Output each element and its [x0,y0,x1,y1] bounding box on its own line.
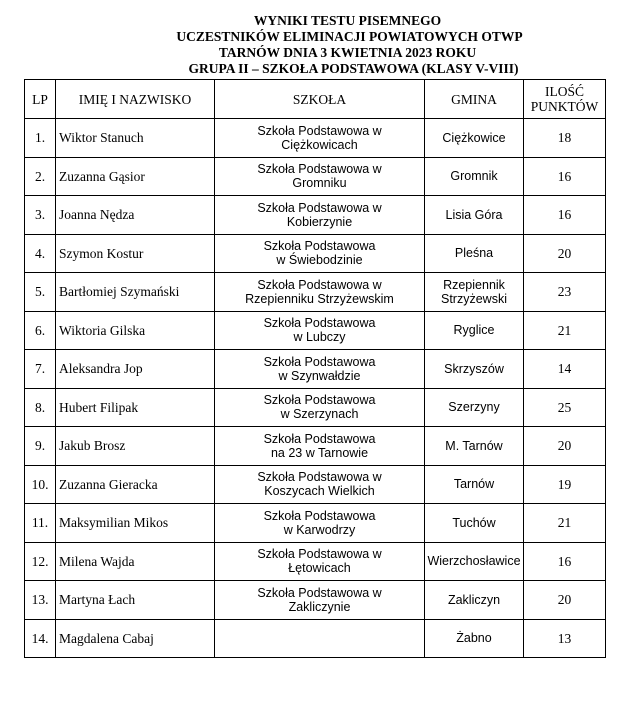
cell-gmina-text: Gromnik [450,169,498,184]
cell-name [56,542,215,581]
cell-gmina-text: Wierzchosławice [427,554,521,569]
cell-lp [25,234,56,273]
cell-lp-text: 5. [34,284,46,300]
cell-school-text: Szkoła Podstawowa w [257,470,382,485]
cell-lp-text: 13. [31,592,49,608]
cell-points-text: 25 [557,399,572,415]
cell-gmina-text: Tuchów [452,515,496,530]
cell-points [524,273,606,312]
table-row [25,619,606,658]
cell-gmina [425,619,524,658]
cell-name-text: Milena Wajda [59,553,135,569]
cell-lp-text: 2. [34,168,46,184]
cell-name-text: Joanna Nędza [59,207,135,223]
column-header-gmina: GMINA [425,80,524,119]
cell-school-text: Kobierzynie [286,214,353,229]
cell-name [56,581,215,620]
cell-name-text: Aleksandra Jop [59,361,143,377]
cell-lp [25,311,56,350]
cell-gmina-text: Strzyżewski [441,291,507,306]
cell-school-text: Szkoła Podstawowa [263,239,376,254]
cell-points-text: 23 [557,284,572,300]
cell-name-text: Hubert Filipak [59,399,139,415]
cell-school [215,234,425,273]
cell-lp [25,427,56,466]
cell-school [215,619,425,658]
cell-lp-text: 9. [34,438,46,454]
cell-school [215,311,425,350]
cell-points [524,388,606,427]
cell-lp [25,581,56,620]
cell-school-text: Gromniku [292,176,347,191]
heading-line-1: WYNIKI TESTU PISEMNEGO [253,13,442,28]
cell-lp [25,119,56,158]
cell-gmina [425,311,524,350]
cell-name [56,157,215,196]
cell-name [56,350,215,389]
cell-gmina [425,157,524,196]
cell-school-text: Szkoła Podstawowa w [257,277,382,292]
cell-name-text: Zuzanna Gąsior [59,168,145,184]
cell-school-text: Zakliczynie [288,599,351,614]
cell-lp [25,504,56,543]
cell-gmina [425,388,524,427]
cell-points [524,619,606,658]
cell-name-text: Martyna Łach [59,592,136,608]
table-row [25,196,606,235]
cell-gmina-text: Ryglice [453,323,495,338]
cell-lp [25,465,56,504]
table-row [25,542,606,581]
cell-lp-text: 1. [34,130,46,146]
column-header-points [524,80,606,119]
cell-lp-text: 12. [31,553,49,569]
table-header-row [25,80,606,119]
cell-school-text: Szkoła Podstawowa [263,508,376,523]
cell-lp-text: 10. [31,476,49,492]
cell-lp [25,619,56,658]
table-row [25,427,606,466]
cell-school [215,504,425,543]
table-row [25,388,606,427]
cell-lp [25,542,56,581]
cell-school-text: Rzepienniku Strzyżewskim [245,291,394,306]
cell-lp [25,273,56,312]
cell-school-text: na 23 w Tarnowie [270,445,369,460]
cell-points [524,581,606,620]
cell-gmina [425,273,524,312]
cell-points [524,234,606,273]
cell-name-text: Szymon Kostur [59,245,144,261]
cell-name-text: Magdalena Cabaj [59,630,154,646]
cell-school [215,273,425,312]
cell-points-text: 16 [557,207,572,223]
cell-school-text: Szkoła Podstawowa [263,354,376,369]
cell-lp-text: 6. [34,322,46,338]
results-table [24,79,606,658]
cell-name [56,619,215,658]
cell-school-text: Koszycach Wielkich [264,484,375,499]
cell-points-text: 16 [557,168,572,184]
document-heading [0,13,635,77]
cell-points [524,311,606,350]
heading-line-3: TARNÓW DNIA 3 KWIETNIA 2023 ROKU [218,45,477,60]
cell-points-text: 20 [557,592,572,608]
cell-name [56,273,215,312]
cell-name-text: Wiktor Stanuch [59,130,144,146]
cell-name-text: Jakub Brosz [59,438,126,454]
cell-school [215,119,425,158]
cell-school [215,581,425,620]
cell-name [56,119,215,158]
cell-gmina-text: Żabno [456,631,492,646]
cell-name [56,196,215,235]
cell-lp-text: 3. [34,207,46,223]
cell-school [215,157,425,196]
cell-gmina [425,119,524,158]
table-row [25,504,606,543]
cell-school [215,196,425,235]
table-row [25,350,606,389]
cell-gmina [425,504,524,543]
cell-name-text: Bartłomiej Szymański [59,284,180,300]
table-row [25,119,606,158]
table-row [25,311,606,350]
cell-school-text: Szkoła Podstawowa [263,316,376,331]
cell-points-text: 20 [557,438,572,454]
cell-gmina [425,581,524,620]
heading-line-4: GRUPA II – SZKOŁA PODSTAWOWA (KLASY V-VIII) [188,61,519,76]
cell-points [524,504,606,543]
column-header-school: SZKOŁA [215,80,425,119]
column-header-points-line-1: ILOŚĆ [544,84,584,99]
cell-name-text: Maksymilian Mikos [59,515,169,531]
cell-school-text: Szkoła Podstawowa w [257,123,382,138]
cell-school-text: Szkoła Podstawowa [263,431,376,446]
cell-name-text: Wiktoria Gilska [59,322,146,338]
cell-school-text: w Lubczy [293,330,346,345]
cell-gmina [425,196,524,235]
cell-lp [25,350,56,389]
cell-gmina-text: Skrzyszów [444,361,504,376]
column-header-lp: LP [25,80,56,119]
cell-points-text: 13 [557,630,572,646]
cell-lp-text: 14. [31,630,49,646]
cell-name [56,504,215,543]
cell-gmina-text: Tarnów [453,477,495,492]
cell-gmina [425,542,524,581]
cell-school [215,427,425,466]
table-row [25,157,606,196]
cell-lp-text: 11. [31,515,49,531]
cell-school-text: Szkoła Podstawowa w [257,585,382,600]
cell-points [524,196,606,235]
cell-points-text: 20 [557,245,572,261]
cell-name [56,388,215,427]
cell-points [524,542,606,581]
cell-points-text: 19 [557,476,572,492]
cell-lp [25,196,56,235]
cell-name [56,311,215,350]
table-row [25,234,606,273]
cell-points-text: 16 [557,553,572,569]
cell-name [56,465,215,504]
cell-gmina [425,427,524,466]
cell-lp [25,157,56,196]
table-row [25,581,606,620]
cell-points-text: 21 [557,322,572,338]
cell-points-text: 21 [557,515,572,531]
cell-school-text: Szkoła Podstawowa w [257,162,382,177]
cell-lp-text: 4. [34,245,46,261]
cell-gmina-text: Szerzyny [448,400,500,415]
table-row [25,273,606,312]
cell-school-text: Szkoła Podstawowa [263,393,376,408]
cell-school-text: Ciężkowicach [281,137,358,152]
cell-lp-text: 8. [34,399,46,415]
cell-gmina [425,350,524,389]
cell-name-text: Zuzanna Gieracka [59,476,158,492]
cell-gmina [425,234,524,273]
cell-points-text: 14 [557,361,572,377]
cell-lp [25,388,56,427]
table-body [25,119,606,658]
cell-school-text: Łętowicach [288,561,351,576]
cell-points-text: 18 [557,130,572,146]
cell-school-text: w Szynwałdzie [278,368,361,383]
cell-name [56,427,215,466]
cell-school-text: Szkoła Podstawowa w [257,547,382,562]
cell-school-text: w Szerzynach [280,407,359,422]
cell-gmina-text: M. Tarnów [445,438,503,453]
cell-gmina-text: Rzepiennik [443,277,505,292]
cell-points [524,465,606,504]
cell-school [215,465,425,504]
cell-school-text: Szkoła Podstawowa w [257,200,382,215]
cell-gmina-text: Zakliczyn [447,592,501,607]
column-header-points-line-2: PUNKTÓW [530,99,599,114]
cell-gmina [425,465,524,504]
cell-gmina-text: Lisia Góra [445,207,503,222]
cell-school-text: w Świebodzinie [276,253,363,268]
cell-points [524,350,606,389]
cell-gmina-text: Pleśna [454,246,494,261]
heading-line-2: UCZESTNIKÓW ELIMINACJI POWIATOWYCH OTWP [176,29,523,44]
cell-points [524,427,606,466]
cell-name [56,234,215,273]
cell-school [215,388,425,427]
cell-school [215,542,425,581]
table-row [25,465,606,504]
cell-school-text: w Karwodrzy [283,522,356,537]
cell-points [524,157,606,196]
column-header-name: IMIĘ I NAZWISKO [56,80,215,119]
cell-points [524,119,606,158]
cell-school [215,350,425,389]
cell-lp-text: 7. [34,361,46,377]
cell-gmina-text: Ciężkowice [442,130,506,145]
